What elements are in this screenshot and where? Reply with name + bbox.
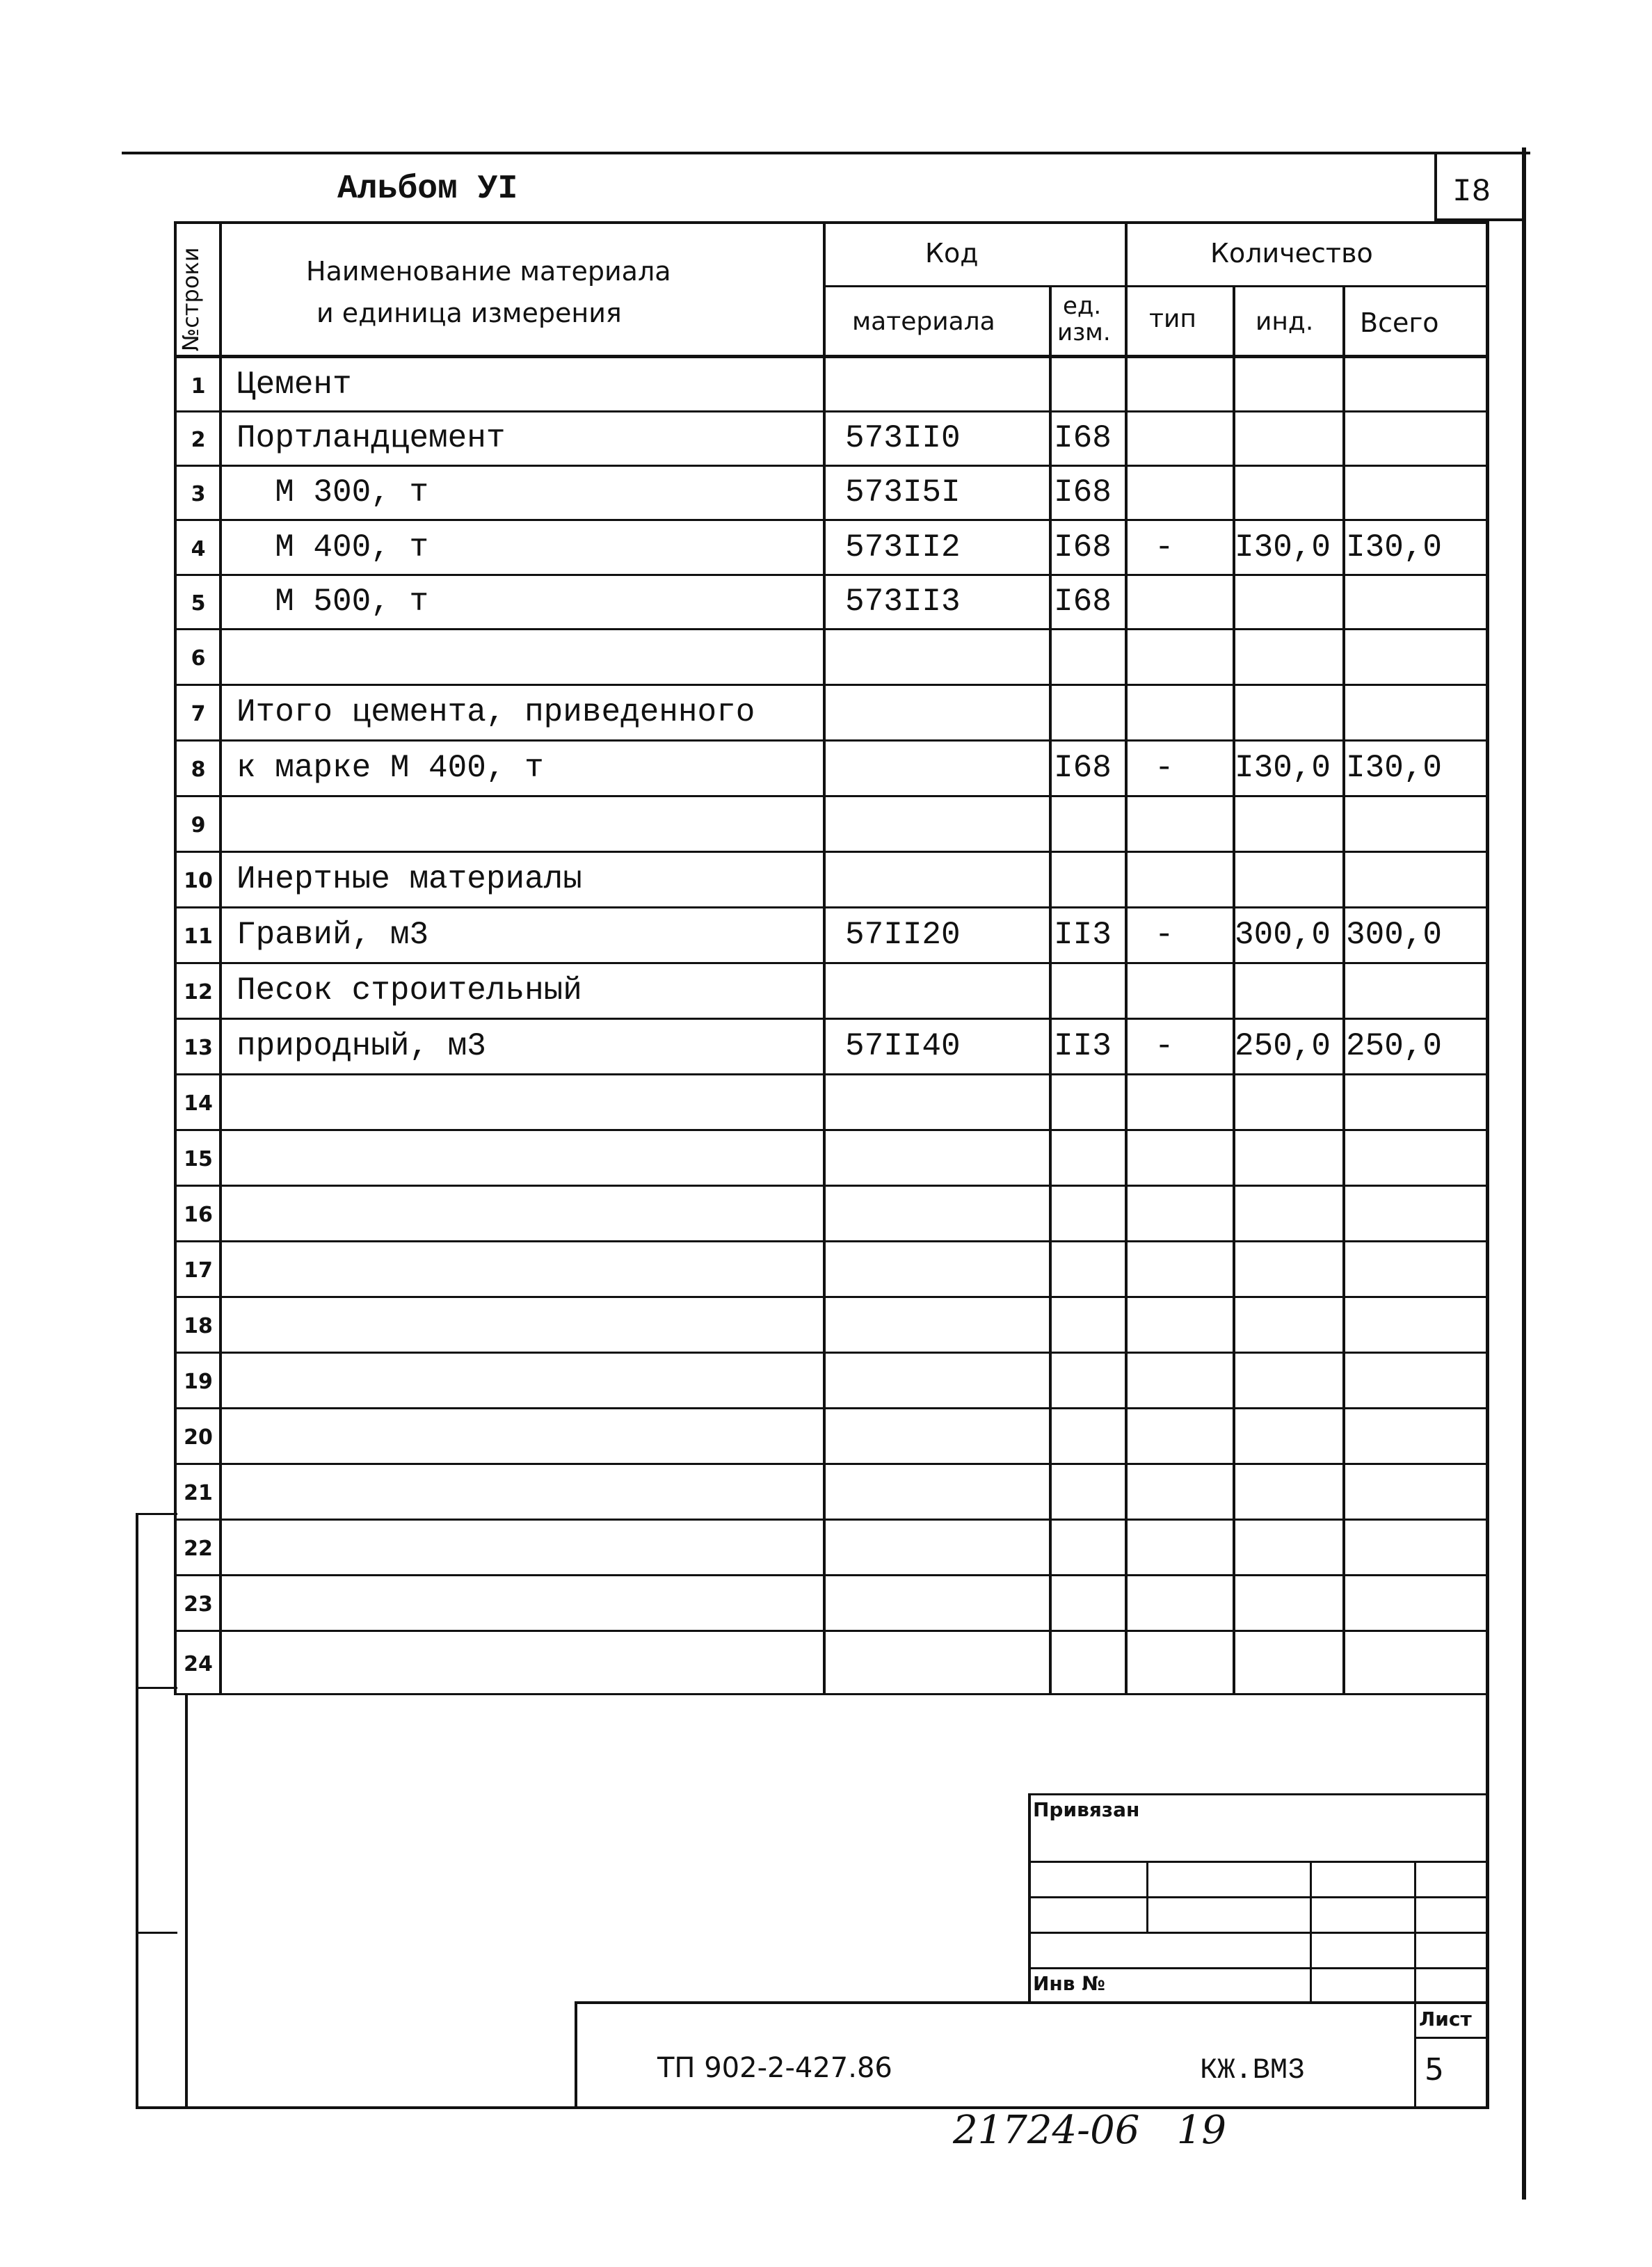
- row-number: 23: [184, 1592, 213, 1617]
- row-ind: 250,0: [1235, 1028, 1331, 1064]
- attached-label: Привязан: [1033, 1798, 1140, 1821]
- row-number: 14: [184, 1091, 213, 1116]
- row-divider: [174, 739, 1489, 742]
- sheet-number: 5: [1425, 2052, 1444, 2088]
- row-ind: I30,0: [1235, 529, 1331, 566]
- row-divider: [174, 1352, 1489, 1354]
- row-name: Песок строительный: [236, 972, 582, 1009]
- row-number: 4: [191, 537, 206, 561]
- binding-strip-left: [136, 1513, 138, 2108]
- row-code: 573II3: [845, 584, 961, 620]
- row-name: природный, м3: [236, 1028, 486, 1064]
- row-type: -: [1155, 529, 1174, 566]
- row-unit: I68: [1054, 474, 1112, 511]
- titleblock-top: [575, 2001, 1487, 2004]
- row-number: 2: [191, 428, 206, 452]
- page-number: I8: [1452, 174, 1491, 210]
- row-code: 573II2: [845, 529, 961, 566]
- header-bottom-line: [174, 355, 1489, 358]
- row-code: 57II40: [845, 1028, 961, 1064]
- row-number: 16: [184, 1203, 213, 1227]
- row-divider: [174, 519, 1489, 521]
- row-divider: [174, 628, 1489, 630]
- col-line-code: [1125, 221, 1128, 1695]
- row-number: 17: [184, 1258, 213, 1283]
- qty-type-header: тип: [1149, 305, 1196, 333]
- lower-frame-left: [185, 1695, 188, 2108]
- row-divider: [174, 962, 1489, 964]
- page-box-left: [1434, 152, 1437, 221]
- row-number: 7: [191, 702, 206, 726]
- row-divider: [174, 1574, 1489, 1576]
- row-divider: [174, 1407, 1489, 1409]
- row-name: Цемент: [236, 367, 352, 403]
- row-divider: [174, 1296, 1489, 1298]
- stamp-line-4: [1028, 1967, 1487, 1969]
- row-unit: II3: [1054, 917, 1112, 953]
- row-number: 19: [184, 1370, 213, 1394]
- row-type: -: [1155, 917, 1174, 953]
- row-divider: [174, 1630, 1489, 1632]
- row-unit: I68: [1054, 750, 1112, 786]
- row-number: 6: [191, 646, 206, 671]
- row-unit: I68: [1054, 584, 1112, 620]
- binding-strip-top: [136, 1513, 177, 1515]
- row-ind: I30,0: [1235, 750, 1331, 786]
- row-divider: [174, 1693, 1489, 1695]
- row-total: 250,0: [1346, 1028, 1443, 1064]
- sheet-box-mid: [1414, 2037, 1487, 2039]
- row-number: 15: [184, 1147, 213, 1171]
- qty-ind-header: инд.: [1256, 307, 1314, 336]
- name-header-line1: Наименование материала: [306, 256, 671, 287]
- page-box-right: [1522, 147, 1526, 2200]
- titleblock-left: [575, 2001, 577, 2109]
- table-top: [174, 221, 1489, 224]
- row-name: М 400, т: [236, 529, 429, 566]
- row-unit: I68: [1054, 529, 1112, 566]
- col-line-name: [823, 221, 826, 1695]
- lower-frame-bottom: [136, 2106, 1489, 2109]
- row-divider: [174, 795, 1489, 797]
- row-divider: [174, 574, 1489, 576]
- row-divider: [174, 851, 1489, 853]
- code-unit-header-2: изм.: [1057, 319, 1111, 346]
- col-line-num: [219, 221, 222, 1695]
- top-rule: [122, 152, 1530, 154]
- code-header: Код: [925, 238, 979, 269]
- row-number: 10: [184, 869, 213, 893]
- row-divider: [174, 465, 1489, 467]
- row-divider: [174, 1519, 1489, 1521]
- row-number: 5: [191, 591, 206, 616]
- sheet-label: Лист: [1419, 2008, 1472, 2030]
- code-material-header: материала: [852, 307, 995, 336]
- row-divider: [174, 1463, 1489, 1465]
- row-number: 1: [191, 374, 206, 399]
- row-number: 21: [184, 1481, 213, 1505]
- stamp-line-1: [1028, 1861, 1487, 1863]
- row-unit: II3: [1054, 1028, 1112, 1064]
- binding-strip-mid2: [136, 1932, 177, 1934]
- row-code: 57II20: [845, 917, 961, 953]
- col-line-type: [1233, 287, 1235, 1695]
- row-number: 24: [184, 1652, 213, 1676]
- row-number: 3: [191, 482, 206, 506]
- row-number: 22: [184, 1537, 213, 1561]
- row-number: 11: [184, 924, 213, 949]
- qty-header: Количество: [1210, 238, 1373, 269]
- row-number: 12: [184, 980, 213, 1004]
- row-total: 300,0: [1346, 917, 1443, 953]
- row-divider: [174, 1240, 1489, 1242]
- name-header-line2: и единица измерения: [316, 298, 622, 328]
- row-name: к марке М 400, т: [236, 750, 544, 786]
- row-type: -: [1155, 1028, 1174, 1064]
- row-name: Портландцемент: [236, 420, 506, 456]
- row-divider: [174, 684, 1489, 686]
- stamp-top: [1028, 1793, 1487, 1795]
- row-divider: [174, 410, 1489, 412]
- album-title: Альбом УI: [337, 170, 518, 208]
- row-divider: [174, 1129, 1489, 1131]
- stamp-line-2: [1028, 1896, 1487, 1898]
- row-number: 8: [191, 758, 206, 782]
- row-number: 9: [191, 813, 206, 838]
- project-code: ТП 902-2-427.86: [657, 2052, 892, 2084]
- col-line-ind: [1342, 287, 1345, 1695]
- stamp-vline-2: [1310, 1861, 1312, 2003]
- qty-total-header: Всего: [1360, 307, 1439, 338]
- row-name: Итого цемента, приведенного: [236, 694, 755, 730]
- row-divider: [174, 1018, 1489, 1020]
- inv-label: Инв №: [1033, 1972, 1105, 1995]
- header-mid-line: [823, 285, 1487, 287]
- row-ind: 300,0: [1235, 917, 1331, 953]
- row-unit: I68: [1054, 420, 1112, 456]
- binding-strip-mid1: [136, 1687, 177, 1689]
- doc-code: КЖ.ВМ3: [1200, 2053, 1306, 2087]
- handwritten-number: 21724-06 19: [953, 2108, 1226, 2153]
- row-type: -: [1155, 750, 1174, 786]
- stamp-vline-3: [1414, 1861, 1416, 2108]
- row-divider: [174, 1073, 1489, 1075]
- row-number: 18: [184, 1314, 213, 1338]
- row-number: 13: [184, 1036, 213, 1060]
- row-code: 573II0: [845, 420, 961, 456]
- code-unit-header-1: ед.: [1063, 292, 1102, 320]
- rownum-header: №строки: [177, 247, 204, 351]
- stamp-line-3: [1028, 1932, 1487, 1934]
- row-number: 20: [184, 1425, 213, 1450]
- col-line-unit: [1049, 287, 1052, 1695]
- stamp-vline-1: [1146, 1861, 1148, 1934]
- row-code: 573I5I: [845, 474, 961, 511]
- row-name: М 300, т: [236, 474, 429, 511]
- row-name: Гравий, м3: [236, 917, 429, 953]
- row-name: Инертные материалы: [236, 861, 582, 897]
- table-left: [174, 221, 177, 1695]
- row-name: М 500, т: [236, 584, 429, 620]
- row-total: I30,0: [1346, 750, 1443, 786]
- table-right: [1486, 221, 1489, 1695]
- row-divider: [174, 1185, 1489, 1187]
- row-total: I30,0: [1346, 529, 1443, 566]
- row-divider: [174, 906, 1489, 908]
- lower-frame-right: [1486, 1695, 1489, 2109]
